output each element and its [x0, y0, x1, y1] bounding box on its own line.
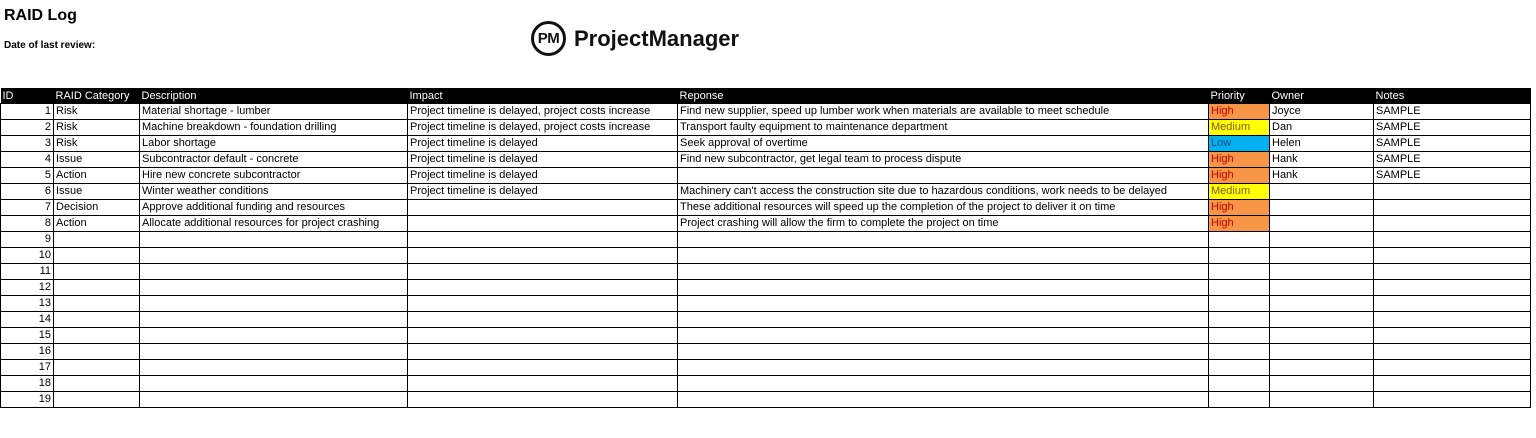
owner-cell[interactable]: Hank — [1270, 168, 1374, 184]
impact-cell[interactable] — [408, 216, 678, 232]
category-cell[interactable] — [54, 376, 140, 392]
impact-cell[interactable] — [408, 296, 678, 312]
column-header-priority[interactable]: Priority — [1209, 88, 1270, 104]
description-cell[interactable] — [140, 360, 408, 376]
impact-cell[interactable] — [408, 200, 678, 216]
impact-cell[interactable] — [408, 264, 678, 280]
id-cell[interactable]: 9 — [1, 232, 54, 248]
notes-cell[interactable] — [1374, 232, 1531, 248]
response-cell[interactable]: Project crashing will allow the firm to complete the project on time — [678, 216, 1209, 232]
impact-cell[interactable]: Project timeline is delayed — [408, 184, 678, 200]
impact-cell[interactable] — [408, 392, 678, 408]
id-cell[interactable]: 14 — [1, 312, 54, 328]
table-row — [1, 280, 1531, 296]
category-cell[interactable] — [54, 248, 140, 264]
table-row — [1, 152, 1531, 168]
id-cell[interactable]: 15 — [1, 328, 54, 344]
table-row — [1, 184, 1531, 200]
description-cell[interactable] — [140, 248, 408, 264]
priority-cell[interactable] — [1209, 344, 1270, 360]
priority-cell[interactable] — [1209, 360, 1270, 376]
owner-cell[interactable]: Dan — [1270, 120, 1374, 136]
owner-cell[interactable] — [1270, 344, 1374, 360]
response-cell[interactable]: Machinery can't access the construction site due to hazardous conditions, work needs to be delayed — [678, 184, 1209, 200]
table-header-row — [1, 88, 1531, 104]
owner-cell[interactable] — [1270, 280, 1374, 296]
notes-cell[interactable]: SAMPLE — [1374, 152, 1531, 168]
id-cell[interactable]: 16 — [1, 344, 54, 360]
description-cell[interactable]: Hire new concrete subcontractor — [140, 168, 408, 184]
category-cell[interactable]: Risk — [54, 120, 140, 136]
response-cell[interactable] — [678, 248, 1209, 264]
response-cell[interactable] — [678, 296, 1209, 312]
priority-cell[interactable] — [1209, 312, 1270, 328]
category-cell[interactable] — [54, 232, 140, 248]
description-cell[interactable]: Approve additional funding and resources — [140, 200, 408, 216]
impact-cell[interactable]: Project timeline is delayed — [408, 152, 678, 168]
table-row — [1, 104, 1531, 120]
notes-cell[interactable]: SAMPLE — [1374, 136, 1531, 152]
description-cell[interactable]: Labor shortage — [140, 136, 408, 152]
impact-cell[interactable] — [408, 248, 678, 264]
owner-cell[interactable] — [1270, 184, 1374, 200]
notes-cell[interactable] — [1374, 344, 1531, 360]
description-cell[interactable] — [140, 392, 408, 408]
category-cell[interactable] — [54, 392, 140, 408]
raid-log-table — [0, 88, 1531, 408]
id-cell[interactable]: 1 — [1, 104, 54, 120]
category-cell[interactable] — [54, 344, 140, 360]
id-cell[interactable]: 7 — [1, 200, 54, 216]
category-cell[interactable] — [54, 360, 140, 376]
impact-cell[interactable]: Project timeline is delayed — [408, 168, 678, 184]
description-cell[interactable]: Machine breakdown - foundation drilling — [140, 120, 408, 136]
description-cell[interactable]: Allocate additional resources for project crashing — [140, 216, 408, 232]
owner-cell[interactable] — [1270, 232, 1374, 248]
category-cell[interactable]: Issue — [54, 152, 140, 168]
table-row — [1, 136, 1531, 152]
priority-cell[interactable] — [1209, 296, 1270, 312]
impact-cell[interactable] — [408, 328, 678, 344]
impact-cell[interactable] — [408, 280, 678, 296]
priority-cell[interactable]: High — [1209, 168, 1270, 184]
description-cell[interactable] — [140, 376, 408, 392]
owner-cell[interactable] — [1270, 296, 1374, 312]
table-row — [1, 344, 1531, 360]
owner-cell[interactable] — [1270, 312, 1374, 328]
table-row — [1, 216, 1531, 232]
response-cell[interactable]: Find new subcontractor, get legal team to process dispute — [678, 152, 1209, 168]
last-review-label: Date of last review: — [4, 40, 96, 51]
column-header-notes[interactable]: Notes — [1374, 88, 1531, 104]
owner-cell[interactable] — [1270, 392, 1374, 408]
priority-cell[interactable]: Medium — [1209, 184, 1270, 200]
projectmanager-logo — [531, 21, 739, 56]
table-row — [1, 120, 1531, 136]
category-cell[interactable]: Risk — [54, 136, 140, 152]
table-row — [1, 296, 1531, 312]
table-row — [1, 312, 1531, 328]
column-header-owner[interactable]: Owner — [1270, 88, 1374, 104]
response-cell[interactable] — [678, 312, 1209, 328]
logo-wordmark: ProjectManager — [574, 25, 740, 51]
owner-cell[interactable] — [1270, 328, 1374, 344]
category-cell[interactable] — [54, 264, 140, 280]
column-header-response[interactable]: Reponse — [678, 88, 1209, 104]
description-cell[interactable] — [140, 344, 408, 360]
owner-cell[interactable] — [1270, 360, 1374, 376]
table-row — [1, 248, 1531, 264]
response-cell[interactable]: Seek approval of overtime — [678, 136, 1209, 152]
owner-cell[interactable]: Helen — [1270, 136, 1374, 152]
table-row — [1, 232, 1531, 248]
notes-cell[interactable] — [1374, 184, 1531, 200]
priority-cell[interactable] — [1209, 248, 1270, 264]
id-cell[interactable]: 6 — [1, 184, 54, 200]
description-cell[interactable] — [140, 328, 408, 344]
notes-cell[interactable] — [1374, 392, 1531, 408]
pm-logo-icon: PM — [531, 21, 566, 56]
column-header-impact[interactable]: Impact — [408, 88, 678, 104]
description-cell[interactable] — [140, 232, 408, 248]
category-cell[interactable]: Action — [54, 216, 140, 232]
response-cell[interactable] — [678, 280, 1209, 296]
id-cell[interactable]: 19 — [1, 392, 54, 408]
id-cell[interactable]: 11 — [1, 264, 54, 280]
id-cell[interactable]: 13 — [1, 296, 54, 312]
id-cell[interactable]: 10 — [1, 248, 54, 264]
response-cell[interactable]: Find new supplier, speed up lumber work when materials are available to meet schedule — [678, 104, 1209, 120]
page-title: RAID Log — [4, 7, 77, 24]
response-cell[interactable] — [678, 328, 1209, 344]
id-cell[interactable]: 2 — [1, 120, 54, 136]
description-cell[interactable]: Winter weather conditions — [140, 184, 408, 200]
impact-cell[interactable]: Project timeline is delayed — [408, 136, 678, 152]
notes-cell[interactable] — [1374, 200, 1531, 216]
category-cell[interactable]: Decision — [54, 200, 140, 216]
id-cell[interactable]: 4 — [1, 152, 54, 168]
description-cell[interactable] — [140, 312, 408, 328]
table-row — [1, 392, 1531, 408]
notes-cell[interactable]: SAMPLE — [1374, 120, 1531, 136]
owner-cell[interactable] — [1270, 264, 1374, 280]
impact-cell[interactable]: Project timeline is delayed, project costs increase — [408, 120, 678, 136]
description-cell[interactable] — [140, 296, 408, 312]
notes-cell[interactable] — [1374, 280, 1531, 296]
notes-cell[interactable] — [1374, 360, 1531, 376]
priority-cell[interactable] — [1209, 232, 1270, 248]
category-cell[interactable]: Action — [54, 168, 140, 184]
response-cell[interactable]: Transport faulty equipment to maintenance department — [678, 120, 1209, 136]
category-cell[interactable] — [54, 280, 140, 296]
owner-cell[interactable] — [1270, 200, 1374, 216]
priority-cell[interactable] — [1209, 280, 1270, 296]
priority-cell[interactable]: High — [1209, 216, 1270, 232]
id-cell[interactable]: 12 — [1, 280, 54, 296]
priority-cell[interactable]: High — [1209, 200, 1270, 216]
notes-cell[interactable] — [1374, 328, 1531, 344]
priority-cell[interactable]: High — [1209, 104, 1270, 120]
notes-cell[interactable]: SAMPLE — [1374, 168, 1531, 184]
priority-cell[interactable]: Medium — [1209, 120, 1270, 136]
description-cell[interactable]: Material shortage - lumber — [140, 104, 408, 120]
owner-cell[interactable]: Joyce — [1270, 104, 1374, 120]
response-cell[interactable] — [678, 168, 1209, 184]
response-cell[interactable] — [678, 360, 1209, 376]
impact-cell[interactable]: Project timeline is delayed, project costs increase — [408, 104, 678, 120]
id-cell[interactable]: 3 — [1, 136, 54, 152]
table-row — [1, 264, 1531, 280]
id-cell[interactable]: 18 — [1, 376, 54, 392]
notes-cell[interactable] — [1374, 296, 1531, 312]
priority-cell[interactable] — [1209, 328, 1270, 344]
category-cell[interactable] — [54, 328, 140, 344]
priority-cell[interactable]: Low — [1209, 136, 1270, 152]
response-cell[interactable] — [678, 376, 1209, 392]
owner-cell[interactable] — [1270, 248, 1374, 264]
response-cell[interactable] — [678, 344, 1209, 360]
table-row — [1, 328, 1531, 344]
impact-cell[interactable] — [408, 344, 678, 360]
column-header-description[interactable]: Description — [140, 88, 408, 104]
category-cell[interactable]: Risk — [54, 104, 140, 120]
notes-cell[interactable] — [1374, 216, 1531, 232]
id-cell[interactable]: 17 — [1, 360, 54, 376]
owner-cell[interactable] — [1270, 376, 1374, 392]
description-cell[interactable]: Subcontractor default - concrete — [140, 152, 408, 168]
impact-cell[interactable] — [408, 376, 678, 392]
category-cell[interactable] — [54, 296, 140, 312]
priority-cell[interactable] — [1209, 392, 1270, 408]
column-header-id[interactable]: ID — [1, 88, 54, 104]
impact-cell[interactable] — [408, 360, 678, 376]
id-cell[interactable]: 8 — [1, 216, 54, 232]
column-header-category[interactable]: RAID Category — [54, 88, 140, 104]
response-cell[interactable]: These additional resources will speed up the completion of the project to deliver it on time — [678, 200, 1209, 216]
priority-cell[interactable]: High — [1209, 152, 1270, 168]
description-cell[interactable] — [140, 280, 408, 296]
raid-table-body — [1, 104, 1531, 408]
owner-cell[interactable] — [1270, 216, 1374, 232]
id-cell[interactable]: 5 — [1, 168, 54, 184]
description-cell[interactable] — [140, 264, 408, 280]
impact-cell[interactable] — [408, 232, 678, 248]
owner-cell[interactable]: Hank — [1270, 152, 1374, 168]
notes-cell[interactable] — [1374, 312, 1531, 328]
table-row — [1, 200, 1531, 216]
notes-cell[interactable] — [1374, 248, 1531, 264]
response-cell[interactable] — [678, 264, 1209, 280]
category-cell[interactable]: Issue — [54, 184, 140, 200]
notes-cell[interactable] — [1374, 264, 1531, 280]
impact-cell[interactable] — [408, 312, 678, 328]
response-cell[interactable] — [678, 232, 1209, 248]
table-row — [1, 168, 1531, 184]
table-row — [1, 376, 1531, 392]
priority-cell[interactable] — [1209, 264, 1270, 280]
response-cell[interactable] — [678, 392, 1209, 408]
priority-cell[interactable] — [1209, 376, 1270, 392]
table-row — [1, 360, 1531, 376]
notes-cell[interactable]: SAMPLE — [1374, 104, 1531, 120]
notes-cell[interactable] — [1374, 376, 1531, 392]
category-cell[interactable] — [54, 312, 140, 328]
